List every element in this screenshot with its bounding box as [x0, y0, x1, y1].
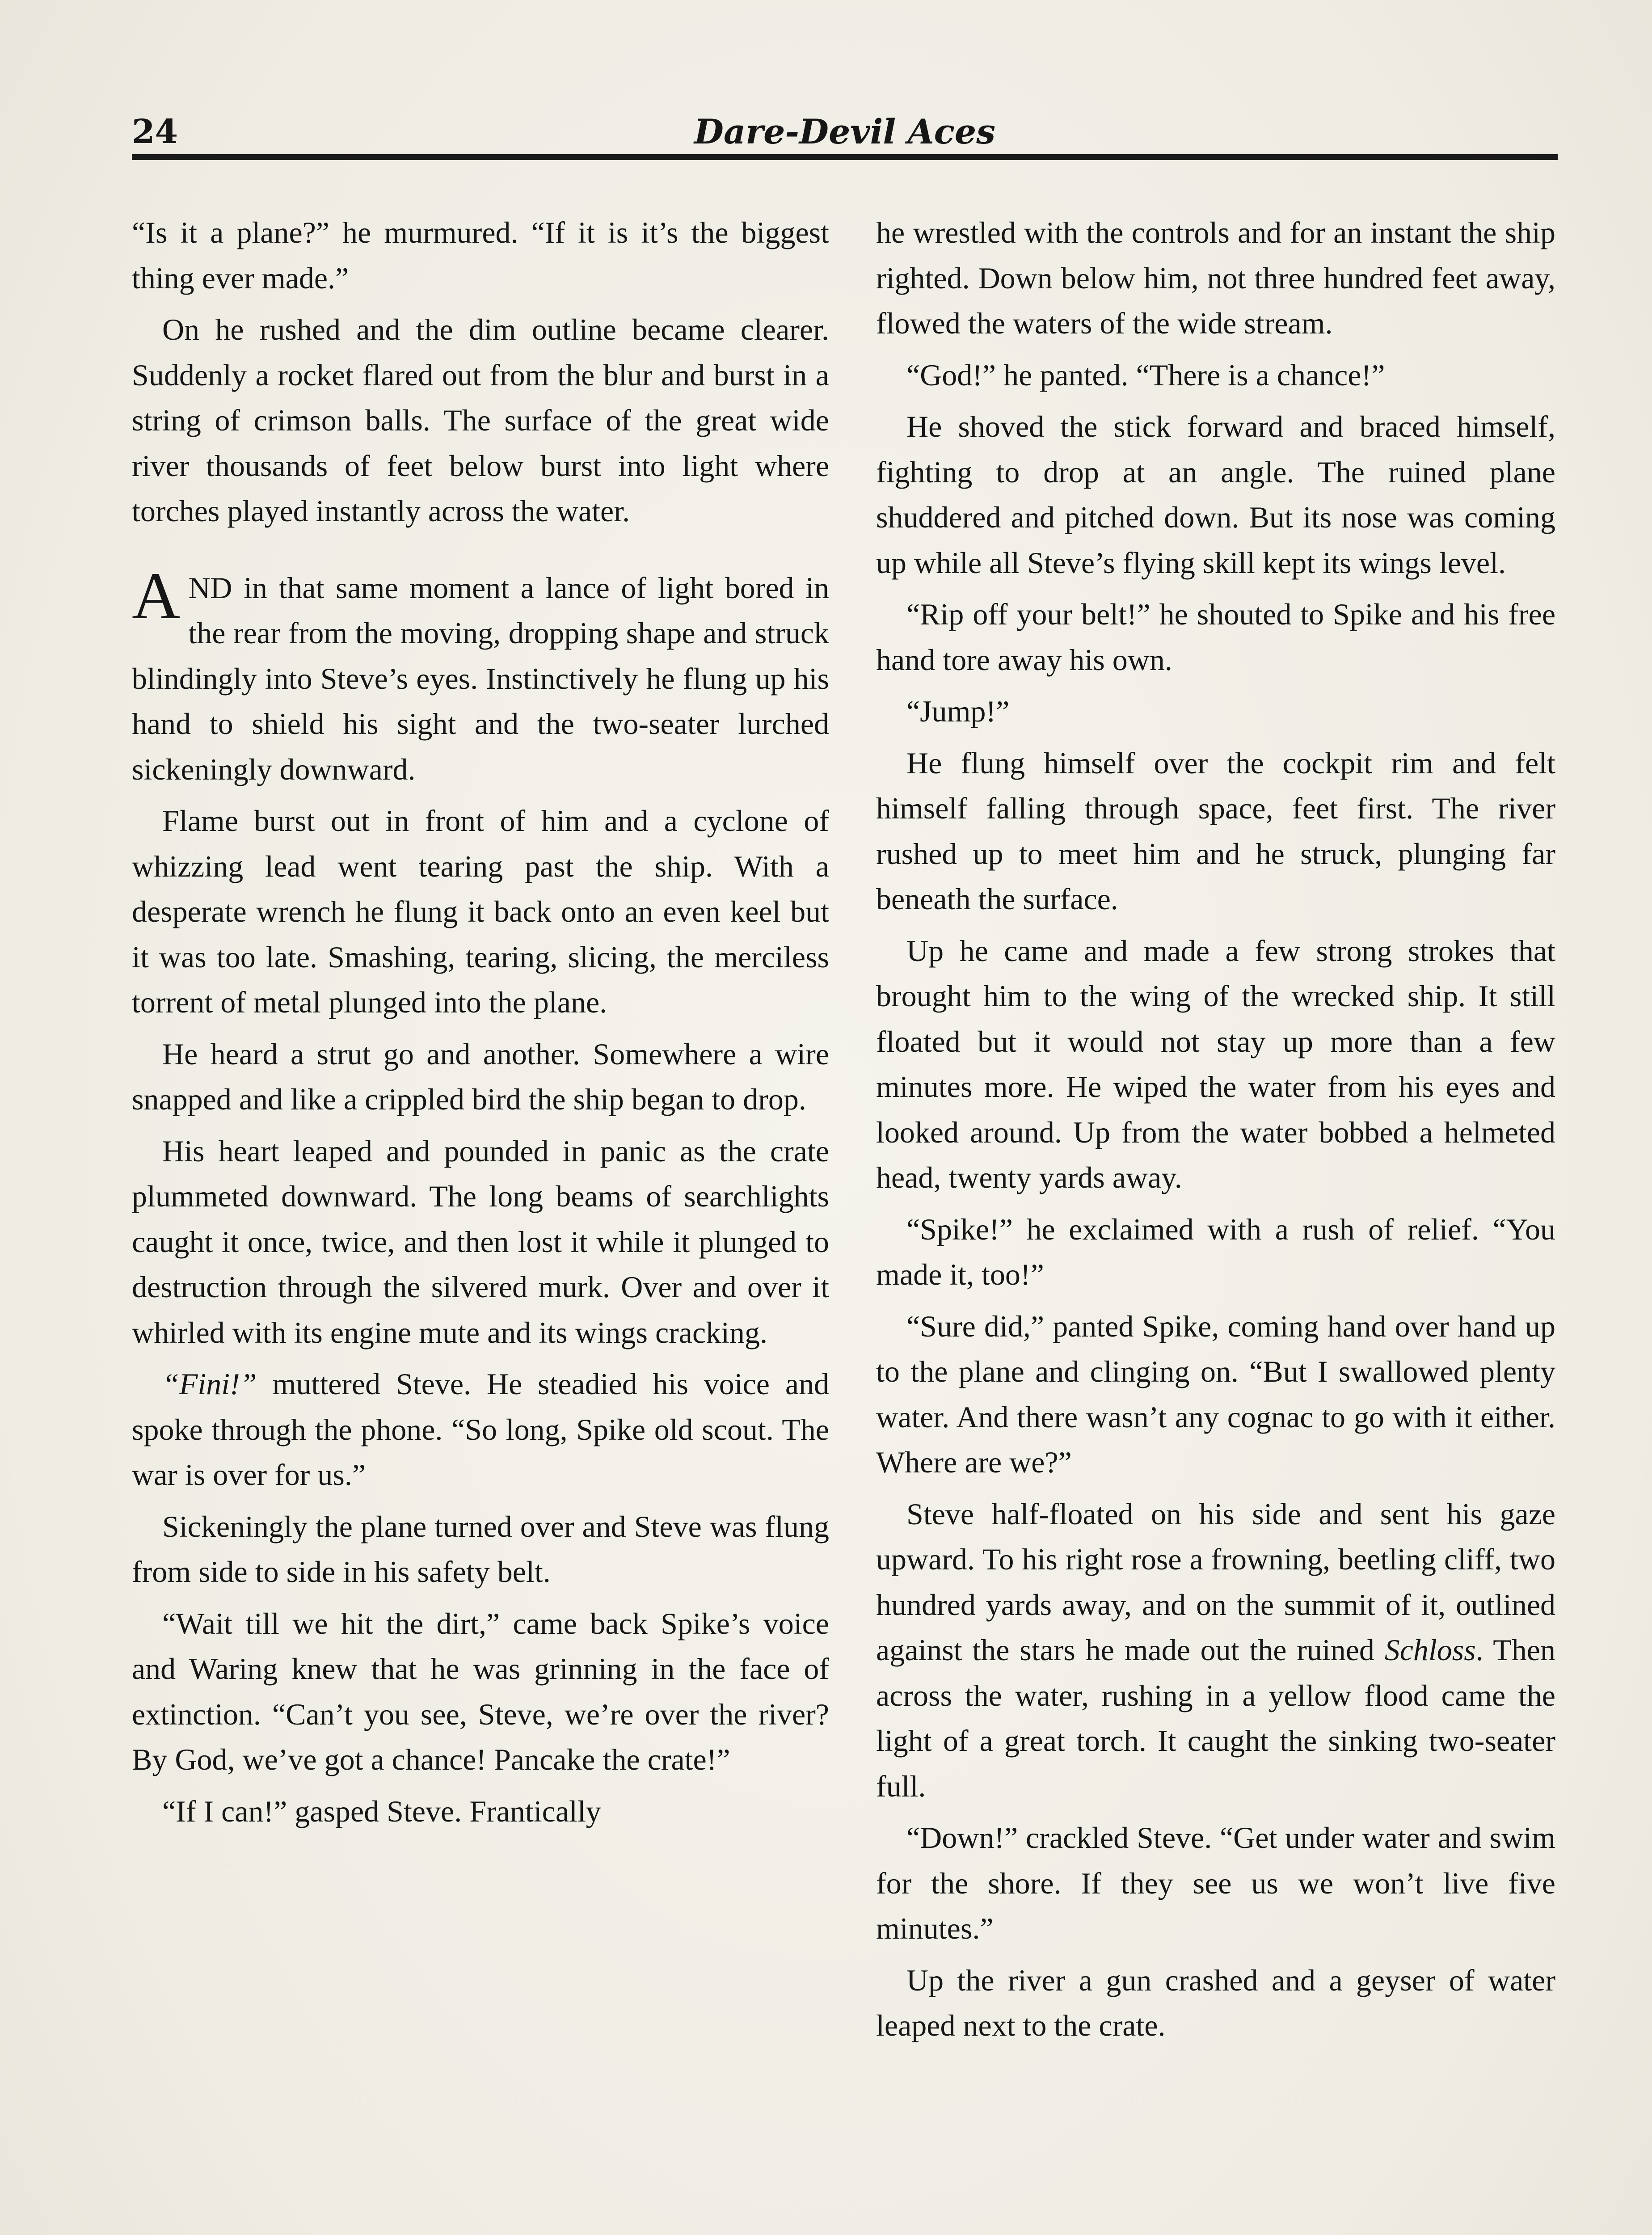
paragraph: His heart leaped and pounded in panic as the crate plummeted downward. The long beams of searchlights caught it once, twice, and then lost it while it plunged to destruction through the silvered murk. Over and over it whirled with its engine mute and its wings cracking.	[132, 1134, 829, 1349]
small-caps-lead: ND	[188, 570, 232, 605]
drop-cap: A	[132, 558, 181, 633]
paragraph: Up he came and made a few strong strokes that brought him to the wing of the wrecked ship. It still floated but it would not stay up more than a few minutes more. He wiped the water from his eyes and looked around. Up from the water bobbed a helmeted head, twenty yards away.	[876, 933, 1555, 1194]
italic-text: Schloss	[1384, 1633, 1476, 1667]
paragraph: Up the river a gun crashed and a geyser of water leaped next to the crate.	[876, 1963, 1555, 2042]
running-title: Dare-Devil Aces	[694, 112, 996, 152]
paragraph: “Spike!” he exclaimed with a rush of relief. “You made it, too!”	[876, 1212, 1555, 1291]
paragraph: “Wait till we hit the dirt,” came back Spike’s voice and Waring knew that he was grinning in the face of extinction. “Can’t you see, Steve, we’re over the river? By God, we’ve got a chance! Pancake the crate!”	[132, 1606, 829, 1776]
paragraph: He shoved the stick forward and braced himself, fighting to drop at an angle. The ruined plane shuddered and pitched down. But its nose was coming up while all Steve’s flying skill kept its wings level.	[876, 409, 1555, 580]
paragraph: On he rushed and the dim outline became clearer. Suddenly a rocket flared out from the blur and burst in a string of crimson balls. The surface of the great wide river thousands of feet below burst into light where torches played instantly across the water.	[132, 312, 829, 528]
paragraph-text: Steve half-floated on his side and sent his gaze upward. To his right rose a frowning, beetling cliff, two hundred yards away, and on the summit of it, outlined against the stars he made out the ruined	[876, 1497, 1555, 1667]
paragraph: “Jump!”	[906, 694, 1010, 728]
paragraph	[876, 1492, 1555, 1809]
paragraph: “God!” he panted. “There is a chance!”	[906, 358, 1385, 392]
paragraph-with-dropcap	[132, 558, 829, 793]
paragraph: “Down!” crackled Steve. “Get under water and swim for the shore. If they see us we won’t live five minutes.”	[876, 1821, 1555, 1945]
right-column	[876, 210, 1555, 2055]
paragraph-text: muttered Steve. He steadied his voice and spoke through the phone. “So long, Spike old scout. The war is over for us.”	[132, 1367, 829, 1492]
paragraph-text: . Then across the water, rushing in a yellow flood came the light of a great torch. It caught the sinking two-seater full.	[876, 1633, 1555, 1803]
italic-text: “Fini!”	[162, 1367, 257, 1401]
paragraph: He flung himself over the cockpit rim and felt himself falling through space, feet first. The river rushed up to meet him and he struck, plunging far beneath the surface.	[876, 746, 1555, 916]
paragraph	[132, 1362, 829, 1498]
paragraph: Flame burst out in front of him and a cyclone of whizzing lead went tearing past the ship. With a desperate wrench he flung it back onto an even keel but it was too late. Smashing, tearing, slicing, the merciless torrent of metal plunged into the plane.	[132, 804, 829, 1019]
header-rule	[132, 154, 1558, 160]
paragraph: “Rip off your belt!” he shouted to Spike and his free hand tore away his own.	[876, 597, 1555, 677]
paragraph: He heard a strut go and another. Somewhere a wire snapped and like a crippled bird the ship began to drop.	[132, 1037, 829, 1116]
paragraph: “Sure did,” panted Spike, coming hand over hand up to the plane and clinging on. “But I swallowed plenty water. And there wasn’t any cognac to go with it either. Where are we?”	[876, 1309, 1555, 1479]
page-number: 24	[132, 113, 178, 151]
paragraph: “Is it a plane?” he murmured. “If it is it’s the biggest thing ever made.”	[132, 215, 829, 295]
page-header	[132, 110, 1558, 159]
paragraph: he wrestled with the controls and for an instant the ship righted. Down below him, not three hundred feet away, flowed the waters of the wide stream.	[876, 215, 1555, 340]
left-column	[132, 210, 829, 1840]
paragraph: “If I can!” gasped Steve. Frantically	[162, 1794, 601, 1828]
paragraph: Sickeningly the plane turned over and Steve was flung from side to side in his safety belt.	[132, 1509, 829, 1589]
paragraph-text: in that same moment a lance of light bored in the rear from the moving, dropping shape and struck blindingly into Steve’s eyes. Instinctively he flung up his hand to shield his sight and the two-seater lurched sickeningly downward.	[132, 570, 829, 786]
